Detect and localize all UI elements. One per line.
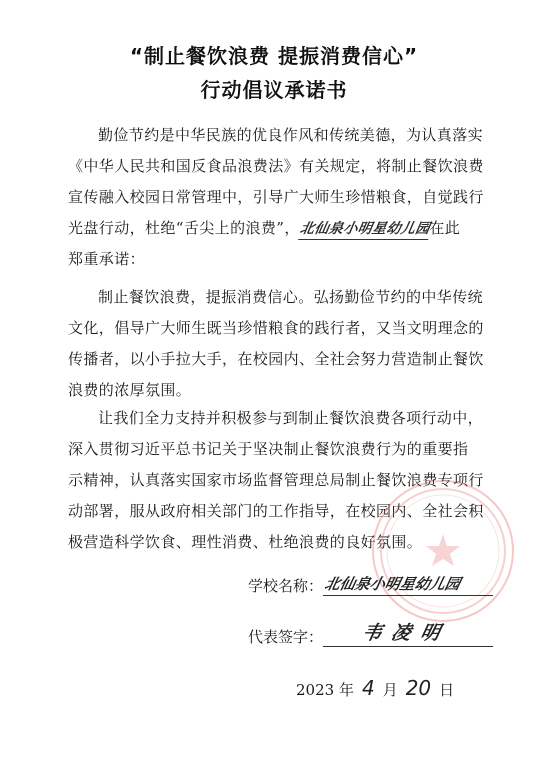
date-day-unit: 日 (439, 681, 455, 699)
school-name-field (323, 573, 493, 596)
paragraph-1 (68, 120, 488, 275)
school-name-signature: 北仙泉小明星幼儿园 (322, 575, 462, 593)
seal-icon (374, 482, 512, 620)
representative-label: 代表签字： (248, 628, 324, 646)
paragraph-line: 极营造科学饮食、理性消费、杜绝浪费的良好氛围。 (68, 533, 423, 551)
paragraph-line: 动部署，服从政府相关部门的工作指导，在校园内、全社会积 (68, 502, 484, 520)
paragraph-line: 让我们全力支持并积极参与到制止餐饮浪费各项行动中， (98, 409, 484, 427)
paragraph-line: 《中华人民共和国反食品浪费法》有关规定，将制止餐饮浪费 (68, 157, 484, 175)
date-row (296, 676, 454, 700)
date-day-handwritten: 20 (405, 676, 432, 700)
representative-signature: 韦凌明 (360, 622, 453, 644)
paragraph-line: 制止餐饮浪费，提振消费信心。弘扬勤俭节约的中华传统 (98, 288, 484, 306)
school-name-label: 学校名称： (248, 577, 324, 595)
school-name-row (248, 573, 493, 596)
date-month-handwritten: 4 (361, 676, 375, 700)
date-month-unit: 月 (382, 681, 398, 699)
paragraph-line: 浪费的浓厚氛围。 (68, 381, 192, 399)
paragraph-2 (68, 282, 488, 406)
handwritten-school-name: 北仙泉小明星幼儿园 (298, 219, 431, 240)
paragraph-line: 深入贯彻习近平总书记关于坚决制止餐饮浪费行为的重要指 (68, 440, 469, 458)
representative-row (248, 624, 493, 647)
paragraph-line: 勤俭节约是中华民族的优良作风和传统美德，为认真落实 (98, 126, 484, 144)
official-seal (372, 480, 514, 622)
date-year: 2023 年 (296, 681, 354, 699)
paragraph-text: 光盘行动，杜绝“舌尖上的浪费”， (68, 219, 300, 237)
paragraph-line: 示精神，认真落实国家市场监督管理总局制止餐饮浪费专项行 (68, 471, 484, 489)
title-line-2: 行动倡议承诺书 (200, 78, 348, 102)
paragraph-line: 传播者，以小手拉大手，在校园内、全社会努力营造制止餐饮 (68, 350, 484, 368)
paragraph-line: 宣传融入校园日常管理中，引导广大师生珍惜粮食，自觉践行 (68, 188, 484, 206)
title-line-1: “制止餐饮浪费 提振消费信心” (129, 44, 419, 68)
representative-field (323, 624, 493, 647)
paragraph-line: 郑重承诺： (68, 250, 146, 268)
paragraph-text: 在此 (429, 219, 461, 237)
paragraph-line (68, 213, 488, 244)
paragraph-line: 文化，倡导广大师生既当珍惜粮食的践行者，又当文明理念的 (68, 319, 484, 337)
